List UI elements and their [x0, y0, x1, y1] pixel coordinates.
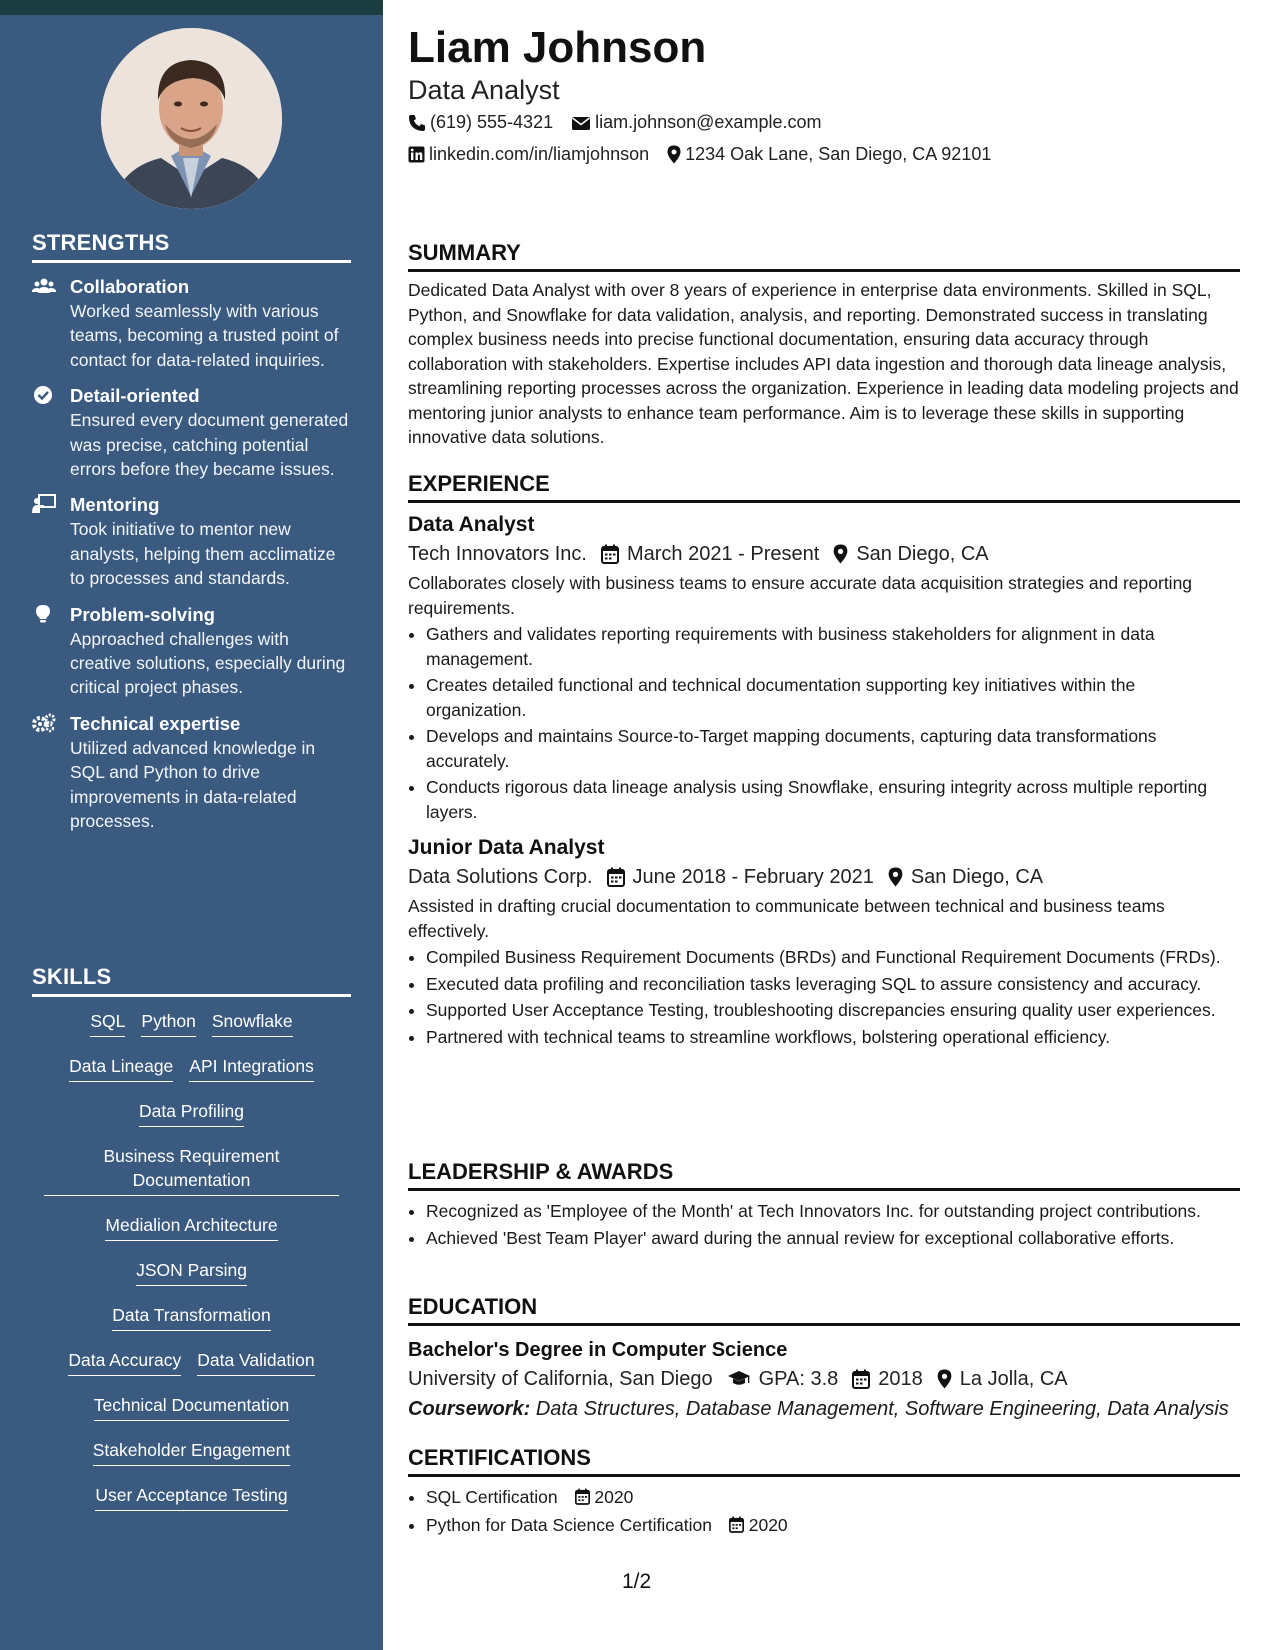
page-number: 1/2	[622, 1570, 652, 1593]
experience-heading: EXPERIENCE	[408, 471, 1240, 503]
users-icon	[32, 276, 56, 296]
map-marker-icon	[833, 544, 848, 564]
certification-name: SQL Certification	[426, 1487, 558, 1507]
phone-contact[interactable]	[408, 112, 553, 133]
map-marker-icon	[937, 1369, 952, 1389]
coursework	[408, 1394, 1240, 1424]
strengths-heading: STRENGTHS	[32, 230, 351, 263]
check-circle-icon	[32, 385, 56, 405]
coursework-list: Data Structures, Database Management, Software Engineering, Data Analysis	[535, 1398, 1229, 1420]
job-dates: March 2021 - Present	[626, 543, 820, 565]
skills-heading: SKILLS	[32, 964, 351, 997]
sidebar-top-bar	[0, 0, 383, 15]
chalkboard-teacher-icon	[32, 494, 56, 514]
calendar-icon	[729, 1516, 744, 1533]
strengths-section	[32, 230, 351, 834]
strength-title: Mentoring	[70, 494, 160, 516]
job-bullet: • Gathers and validates reporting requirements with business stakeholders for alignment in data management.	[426, 622, 1240, 671]
strength-description: Ensured every document generated was precise, catching potential errors before they became issues.	[70, 410, 349, 480]
job-bullet: • Develops and maintains Source-to-Target mapping documents, capturing data transformations accurately.	[426, 724, 1240, 773]
map-marker-icon	[888, 867, 903, 887]
profile-photo	[101, 28, 282, 209]
candidate-title: Data Analyst	[408, 75, 560, 105]
award-item: • Recognized as 'Employee of the Month' at Tech Innovators Inc. for outstanding project contributions.	[426, 1199, 1240, 1224]
job-description: Collaborates closely with business teams to ensure accurate data acquisition strategies and reporting requirements.	[408, 573, 1193, 618]
strength-item	[32, 712, 351, 834]
phone-icon	[408, 114, 426, 132]
calendar-icon	[575, 1488, 590, 1505]
skill-tag: Snowflake	[212, 1009, 293, 1037]
summary-heading: SUMMARY	[408, 240, 1240, 272]
job-company: Data Solutions Corp.	[408, 866, 593, 888]
experience-section	[408, 471, 1240, 1051]
lightbulb-icon	[32, 604, 56, 624]
skill-tag: Python	[141, 1009, 195, 1037]
certifications-list	[408, 1485, 1240, 1537]
certification-year: 2020	[594, 1487, 634, 1507]
skill-tag: Business Requirement Documentation	[44, 1144, 339, 1196]
leadership-heading: LEADERSHIP & AWARDS	[408, 1159, 1240, 1191]
calendar-icon	[607, 867, 625, 887]
summary-section	[408, 240, 1240, 450]
gpa: GPA: 3.8	[758, 1368, 839, 1390]
job-bullet: • Partnered with technical teams to streamline workflows, bolstering operational efficiency.	[426, 1025, 1240, 1050]
job-title: Data Analyst	[408, 513, 535, 536]
graduation-cap-icon	[727, 1370, 751, 1388]
leadership-section	[408, 1159, 1240, 1252]
job-title: Junior Data Analyst	[408, 836, 605, 859]
job-meta	[408, 862, 1240, 892]
contact-row-2	[408, 144, 1009, 165]
certifications-heading: CERTIFICATIONS	[408, 1445, 1240, 1477]
certification-year: 2020	[748, 1514, 788, 1535]
certifications-section	[408, 1445, 1240, 1539]
job-bullet: • Supported User Acceptance Testing, troubleshooting discrepancies ensuring quality user experiences.	[426, 998, 1240, 1023]
strength-description: Worked seamlessly with various teams, becoming a trusted point of contact for data-related inquiries.	[70, 301, 339, 370]
strength-description: Took initiative to mentor new analysts, helping them acclimatize to processes and standards.	[70, 519, 336, 589]
map-marker-icon	[667, 145, 681, 164]
skill-tag: SQL	[90, 1009, 125, 1037]
summary-text: Dedicated Data Analyst with over 8 years of experience in enterprise data environments. Skilled in SQL, Python, and Snowflake for data validation, analysis, and reporting. Demonstrated success in translating complex business needs into precise functional documentation, ensuring data accuracy through collaboration with stakeholders. Expertise includes API data ingestion and thorough data lineage analysis, streamlining reporting processes across the organization. Experience in leading data modeling projects and mentoring junior analysts to enhance team performance. Aim is to leverage these skills in supporting innovative data solutions.	[408, 280, 1239, 447]
job-description: Assisted in drafting crucial documentation to communicate between technical and business teams effectively.	[408, 896, 1165, 941]
certification-item	[426, 1485, 1240, 1510]
certification-name: Python for Data Science Certification	[426, 1514, 712, 1535]
job-bullets	[408, 622, 1240, 824]
address-text: 1234 Oak Lane, San Diego, CA 92101	[685, 144, 992, 164]
job-entry	[408, 834, 1240, 1049]
linkedin-contact[interactable]	[408, 144, 649, 165]
job-entry	[408, 511, 1240, 824]
certification-item	[426, 1513, 1240, 1538]
skills-list	[32, 1009, 351, 1511]
phone-text: (619) 555-4321	[430, 112, 554, 132]
job-bullet: • Creates detailed functional and technical documentation supporting key initiatives within the organization.	[426, 673, 1240, 722]
contact-row	[408, 112, 839, 133]
envelope-icon	[571, 115, 591, 131]
skill-tag: Stakeholder Engagement	[93, 1438, 291, 1466]
skill-tag: Data Transformation	[112, 1303, 271, 1331]
strength-item	[32, 384, 351, 481]
job-bullet: • Conducts rigorous data lineage analysis using Snowflake, ensuring integrity across multiple reporting layers.	[426, 775, 1240, 824]
email-contact[interactable]	[571, 112, 821, 133]
job-bullet: • Compiled Business Requirement Documents (BRDs) and Functional Requirement Documents (FRDs).	[426, 945, 1240, 970]
strength-description: Approached challenges with creative solutions, especially during critical project phases.	[70, 628, 346, 698]
skill-tag: Data Profiling	[139, 1099, 244, 1127]
skill-tag: Medialion Architecture	[105, 1213, 277, 1241]
linkedin-text: linkedin.com/in/liamjohnson	[429, 144, 650, 164]
education-section	[408, 1294, 1240, 1424]
sidebar	[0, 0, 383, 1650]
education-heading: EDUCATION	[408, 1294, 1240, 1326]
skill-tag: Data Validation	[197, 1348, 314, 1376]
school-location: La Jolla, CA	[959, 1368, 1068, 1390]
graduation-year: 2018	[878, 1368, 923, 1390]
linkedin-icon	[408, 146, 425, 163]
cogs-icon	[32, 713, 56, 733]
leadership-list	[408, 1199, 1240, 1250]
skill-tag: JSON Parsing	[136, 1258, 247, 1286]
job-location: San Diego, CA	[856, 543, 989, 565]
award-item: • Achieved 'Best Team Player' award during the annual review for exceptional collaborative efforts.	[426, 1226, 1240, 1251]
education-meta	[408, 1364, 1240, 1394]
strength-title: Technical expertise	[70, 712, 241, 734]
coursework-label: Coursework:	[408, 1398, 531, 1420]
school-name: University of California, San Diego	[408, 1368, 713, 1390]
skill-tag: User Acceptance Testing	[95, 1483, 287, 1511]
skills-section	[32, 964, 351, 1528]
skill-tag: API Integrations	[189, 1054, 314, 1082]
job-meta	[408, 539, 1240, 569]
email-text: liam.johnson@example.com	[595, 112, 822, 132]
strength-title: Problem-solving	[70, 603, 215, 625]
job-bullets	[408, 945, 1240, 1049]
strength-item	[32, 603, 351, 700]
strength-item	[32, 275, 351, 372]
strength-title: Detail-oriented	[70, 385, 200, 407]
degree-title: Bachelor's Degree in Computer Science	[408, 1339, 788, 1361]
strength-item	[32, 493, 351, 590]
calendar-icon	[601, 544, 619, 564]
skill-tag: Data Lineage	[69, 1054, 173, 1082]
job-bullet: • Executed data profiling and reconciliation tasks leveraging SQL to assure consistency and accuracy.	[426, 972, 1240, 997]
address-contact	[667, 144, 991, 165]
strength-title: Collaboration	[70, 276, 190, 297]
job-dates: June 2018 - February 2021	[632, 866, 874, 888]
skill-tag: Data Accuracy	[68, 1348, 181, 1376]
skill-tag: Technical Documentation	[94, 1393, 290, 1421]
candidate-name: Liam Johnson	[408, 23, 707, 72]
job-location: San Diego, CA	[910, 866, 1044, 888]
strength-description: Utilized advanced knowledge in SQL and Python to drive improvements in data-related processes.	[70, 737, 316, 832]
job-company: Tech Innovators Inc.	[408, 543, 587, 565]
calendar-icon	[852, 1369, 870, 1389]
